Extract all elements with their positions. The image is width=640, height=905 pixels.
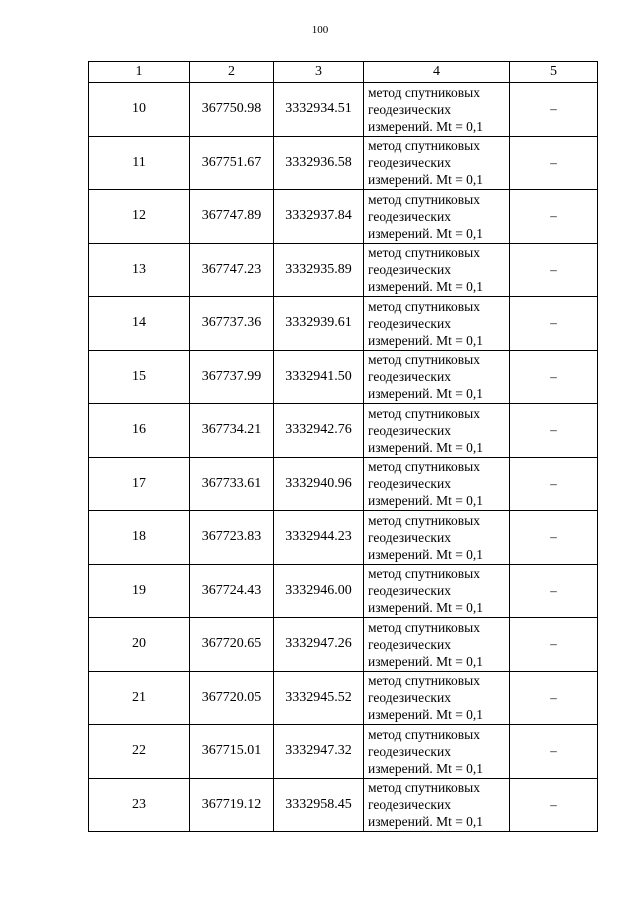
method-text-line: измерений. Mt = 0,1	[368, 600, 484, 616]
coordinate-x-cell: 367715.01	[190, 725, 274, 779]
method-text-line: геодезических	[368, 743, 451, 759]
point-number-cell: 11	[89, 136, 190, 190]
method-text-line: метод спутниковых	[368, 512, 480, 528]
method-text-line: измерений. Mt = 0,1	[368, 653, 484, 669]
method-cell	[364, 350, 510, 404]
method-text-line: метод спутниковых	[368, 245, 480, 261]
note-cell: –	[510, 404, 598, 458]
method-text-line: измерений. Mt = 0,1	[368, 332, 484, 348]
method-cell	[364, 297, 510, 351]
page-number: 100	[311, 24, 329, 36]
method-cell	[364, 404, 510, 458]
header-row	[89, 62, 598, 83]
method-text-line: метод спутниковых	[368, 459, 480, 475]
note-cell: –	[510, 350, 598, 404]
method-text-line: измерений. Mt = 0,1	[368, 707, 484, 723]
coordinate-x-cell: 367737.99	[190, 350, 274, 404]
method-cell	[364, 671, 510, 725]
note-cell: –	[510, 618, 598, 672]
method-text-line: метод спутниковых	[368, 566, 480, 582]
coordinate-x-cell: 367734.21	[190, 404, 274, 458]
point-number-cell: 16	[89, 404, 190, 458]
point-number-cell: 19	[89, 564, 190, 618]
method-text-line: измерений. Mt = 0,1	[368, 172, 484, 188]
coordinate-y-cell: 3332947.26	[274, 618, 364, 672]
method-text-line: геодезических	[368, 797, 451, 813]
method-text-line: измерений. Mt = 0,1	[368, 279, 484, 295]
point-number-cell: 13	[89, 243, 190, 297]
table-row	[89, 457, 598, 511]
coordinate-y-cell: 3332935.89	[274, 243, 364, 297]
point-number-cell: 15	[89, 350, 190, 404]
coordinate-x-cell: 367719.12	[190, 778, 274, 832]
method-text-line: измерений. Mt = 0,1	[368, 439, 484, 455]
point-number-cell: 23	[89, 778, 190, 832]
point-number-cell: 14	[89, 297, 190, 351]
coordinate-y-cell: 3332937.84	[274, 190, 364, 244]
coordinate-x-cell: 367720.65	[190, 618, 274, 672]
method-text-line: метод спутниковых	[368, 84, 480, 100]
method-text-line: метод спутниковых	[368, 138, 480, 154]
method-cell	[364, 564, 510, 618]
method-text-line: метод спутниковых	[368, 673, 480, 689]
note-cell: –	[510, 671, 598, 725]
point-number-cell: 20	[89, 618, 190, 672]
method-text-line: геодезических	[368, 262, 451, 278]
coordinate-x-cell: 367733.61	[190, 457, 274, 511]
method-text-line: метод спутниковых	[368, 405, 480, 421]
note-cell: –	[510, 297, 598, 351]
coordinate-x-cell: 367747.89	[190, 190, 274, 244]
method-text-line: измерений. Mt = 0,1	[368, 493, 484, 509]
coordinate-x-cell: 367750.98	[190, 83, 274, 137]
method-cell	[364, 243, 510, 297]
method-cell	[364, 190, 510, 244]
table-header	[89, 62, 598, 83]
method-text-line: измерений. Mt = 0,1	[368, 814, 484, 830]
method-cell	[364, 778, 510, 832]
point-number-cell: 10	[89, 83, 190, 137]
coordinate-x-cell: 367737.36	[190, 297, 274, 351]
point-number-cell: 22	[89, 725, 190, 779]
point-number-cell: 18	[89, 511, 190, 565]
method-text-line: геодезических	[368, 529, 451, 545]
note-cell: –	[510, 778, 598, 832]
coordinate-x-cell: 367723.83	[190, 511, 274, 565]
table-row	[89, 671, 598, 725]
method-text-line: измерений. Mt = 0,1	[368, 760, 484, 776]
method-cell	[364, 511, 510, 565]
method-text-line: метод спутниковых	[368, 298, 480, 314]
point-number-cell: 12	[89, 190, 190, 244]
method-text-line: метод спутниковых	[368, 619, 480, 635]
table-row	[89, 190, 598, 244]
method-text-line: геодезических	[368, 422, 451, 438]
note-cell: –	[510, 136, 598, 190]
method-text-line: геодезических	[368, 208, 451, 224]
coordinate-y-cell: 3332947.32	[274, 725, 364, 779]
table-row	[89, 350, 598, 404]
coordinate-y-cell: 3332940.96	[274, 457, 364, 511]
table-body	[89, 83, 598, 832]
method-cell	[364, 457, 510, 511]
coordinate-y-cell: 3332934.51	[274, 83, 364, 137]
table-row	[89, 297, 598, 351]
table-row	[89, 618, 598, 672]
coordinate-y-cell: 3332939.61	[274, 297, 364, 351]
table-row	[89, 136, 598, 190]
note-cell: –	[510, 564, 598, 618]
method-text-line: метод спутниковых	[368, 780, 480, 796]
method-text-line: метод спутниковых	[368, 726, 480, 742]
method-text-line: измерений. Mt = 0,1	[368, 386, 484, 402]
table-row	[89, 83, 598, 137]
method-text-line: измерений. Mt = 0,1	[368, 546, 484, 562]
coordinate-y-cell: 3332958.45	[274, 778, 364, 832]
coordinate-x-cell: 367751.67	[190, 136, 274, 190]
method-cell	[364, 725, 510, 779]
column-header-5: 5	[510, 62, 598, 83]
point-number-cell: 21	[89, 671, 190, 725]
coordinate-y-cell: 3332945.52	[274, 671, 364, 725]
note-cell: –	[510, 190, 598, 244]
coordinate-y-cell: 3332942.76	[274, 404, 364, 458]
method-text-line: метод спутниковых	[368, 352, 480, 368]
column-header-1: 1	[89, 62, 190, 83]
coordinate-x-cell: 367720.05	[190, 671, 274, 725]
point-number-cell: 17	[89, 457, 190, 511]
method-text-line: геодезических	[368, 583, 451, 599]
coordinates-table	[88, 61, 598, 832]
table-row	[89, 778, 598, 832]
table-row	[89, 564, 598, 618]
table-row	[89, 725, 598, 779]
column-header-2: 2	[190, 62, 274, 83]
table-row	[89, 404, 598, 458]
method-text-line: измерений. Mt = 0,1	[368, 118, 484, 134]
method-text-line: геодезических	[368, 101, 451, 117]
method-cell	[364, 83, 510, 137]
note-cell: –	[510, 725, 598, 779]
method-text-line: геодезических	[368, 315, 451, 331]
table-row	[89, 243, 598, 297]
method-text-line: геодезических	[368, 476, 451, 492]
coordinate-x-cell: 367724.43	[190, 564, 274, 618]
method-cell	[364, 136, 510, 190]
method-text-line: геодезических	[368, 690, 451, 706]
method-text-line: геодезических	[368, 636, 451, 652]
method-cell	[364, 618, 510, 672]
coordinate-y-cell: 3332944.23	[274, 511, 364, 565]
column-header-4: 4	[364, 62, 510, 83]
note-cell: –	[510, 511, 598, 565]
table-row	[89, 511, 598, 565]
column-header-3: 3	[274, 62, 364, 83]
method-text-line: метод спутниковых	[368, 191, 480, 207]
coordinate-y-cell: 3332946.00	[274, 564, 364, 618]
note-cell: –	[510, 243, 598, 297]
coordinate-y-cell: 3332936.58	[274, 136, 364, 190]
note-cell: –	[510, 83, 598, 137]
note-cell: –	[510, 457, 598, 511]
method-text-line: измерений. Mt = 0,1	[368, 225, 484, 241]
method-text-line: геодезических	[368, 369, 451, 385]
coordinate-x-cell: 367747.23	[190, 243, 274, 297]
coordinate-y-cell: 3332941.50	[274, 350, 364, 404]
method-text-line: геодезических	[368, 155, 451, 171]
